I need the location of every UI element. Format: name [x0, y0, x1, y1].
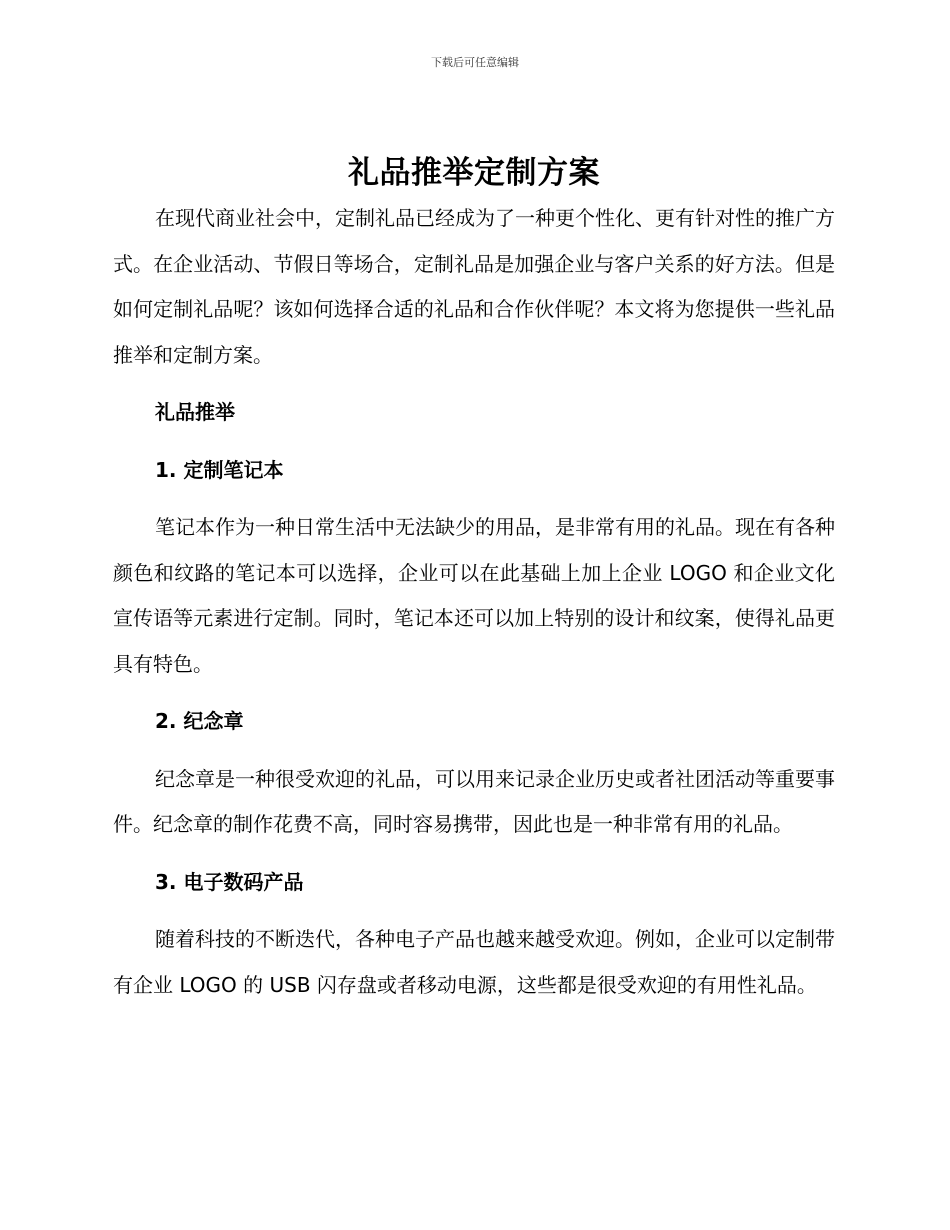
spacer — [113, 436, 835, 448]
document-body — [113, 150, 835, 1008]
spacer — [113, 848, 835, 860]
header-note: 下载后可任意编辑 — [431, 56, 519, 69]
intro-paragraph: 在现代商业社会中，定制礼品已经成为了一种更个性化、更有针对性的推广方式。在企业活动、节假日等场合，定制礼品是加强企业与客户关系的好方法。但是如何定制礼品呢？该如何选择合适的礼品和合作伙伴呢？本文将为您提供一些礼品推举和定制方案。 — [113, 206, 835, 367]
spacer — [113, 905, 835, 917]
spacer — [113, 745, 835, 757]
section-heading: 礼品推举 — [155, 400, 235, 424]
item-heading-electronics: 3. 电子数码产品 — [155, 869, 304, 894]
spacer — [113, 687, 835, 699]
spacer — [113, 493, 835, 505]
item-text-badge: 纪念章是一种很受欢迎的礼品，可以用来记录企业历史或者社团活动等重要事件。纪念章的制作花费不高，同时容易携带，因此也是一种非常有用的礼品。 — [113, 766, 835, 836]
spacer — [113, 378, 835, 390]
document-title: 礼品推举定制方案 — [348, 155, 600, 191]
item-text-electronics: 随着科技的不断迭代，各种电子产品也越来越受欢迎。例如，企业可以定制带有企业 LOGO 的 USB 闪存盘或者移动电源，这些都是很受欢迎的有用性礼品。 — [113, 927, 835, 997]
item-heading-badge: 2. 纪念章 — [155, 709, 244, 733]
item-heading-notebook: 1. 定制笔记本 — [155, 457, 284, 482]
item-text-notebook: 笔记本作为一种日常生活中无法缺少的用品，是非常有用的礼品。现在有各种颜色和纹路的笔记本可以选择，企业可以在此基础上加上企业 LOGO 和企业文化宣传语等元素进行定制。同时，笔记本还可以加上特别的设计和纹案，使得礼品更具有特色。 — [113, 515, 835, 676]
